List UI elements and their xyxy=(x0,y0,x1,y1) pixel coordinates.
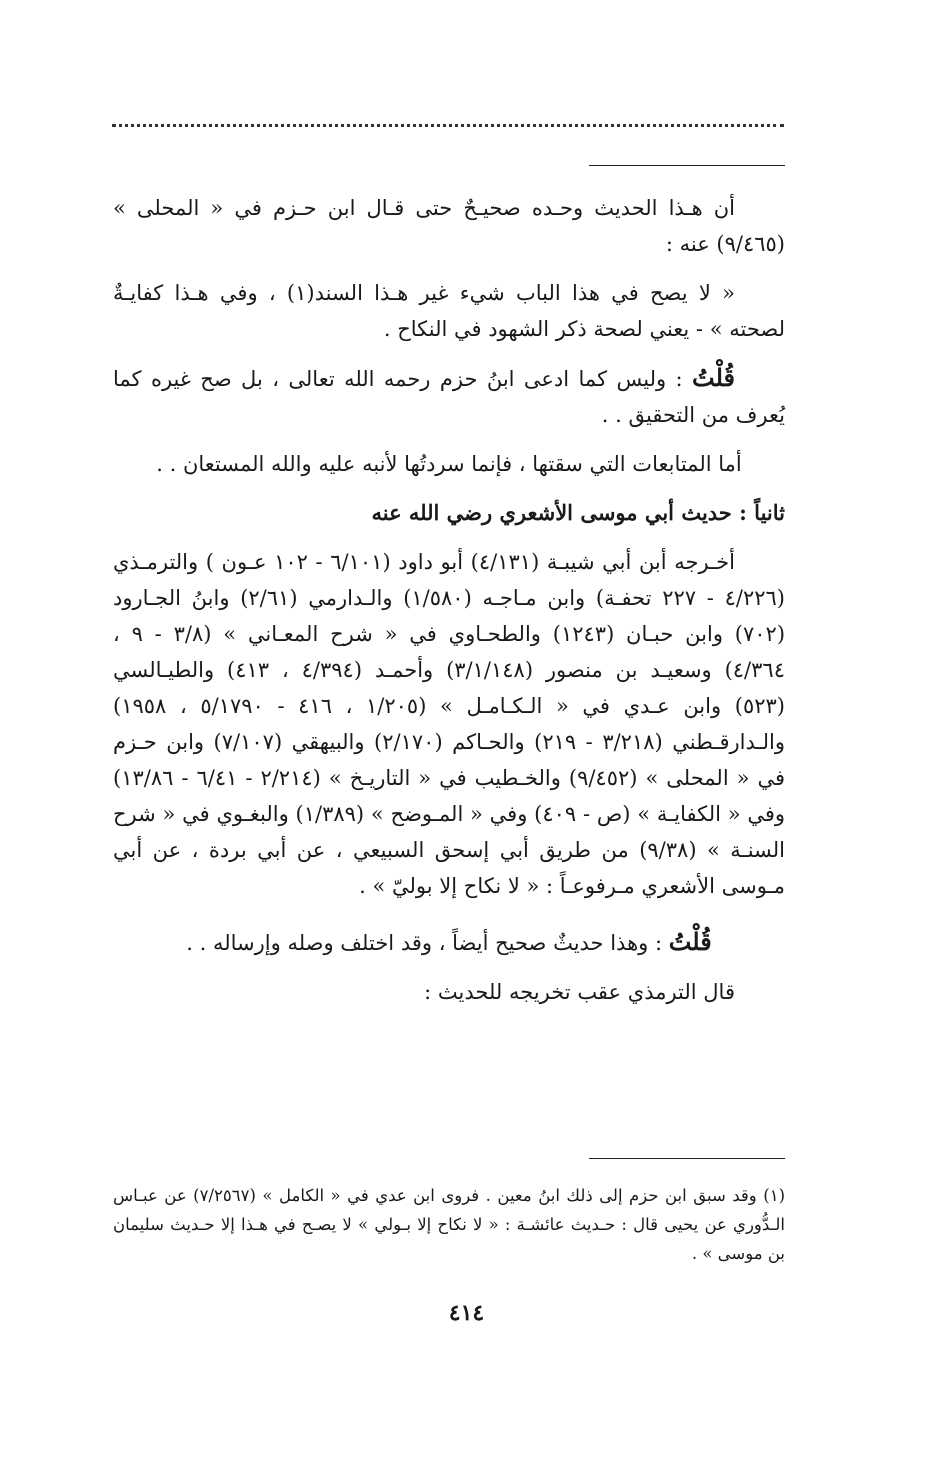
paragraph-6 xyxy=(113,924,785,961)
section-heading: ثانياً : حديث أبي موسى الأشعري رضي الله عنه xyxy=(371,500,785,525)
top-rule xyxy=(589,165,785,166)
continuation-dots xyxy=(112,124,784,137)
paragraph-3 xyxy=(113,360,785,433)
footnote: (١) وقد سبق ابن حزم إلى ذلك ابنُ معين . فروى ابن عدي في « الكامل » (٧/٢٥٦٧) عن عبـاس الـدُّوري عن يحيى قال : حـديث عائشـة : « لا نكاح إلا بـولي » لا يصـح في هـذا إلا حـديث سليمان بن موسى » . xyxy=(113,1186,785,1263)
page-number: ٤١٤ xyxy=(448,1300,485,1326)
qultu-label: قُلْتُ xyxy=(692,363,735,392)
paragraph-7: قال الترمذي عقب تخريجه للحديث : xyxy=(424,980,735,1004)
paragraph-4: أما المتابعات التي سقتها ، فإنما سردتُها لأنبه عليه والله المستعان . . xyxy=(156,452,742,476)
paragraph-2: « لا يصح في هذا الباب شيء غير هـذا السند(١) ، وفي هـذا كفايـةٌ لصحته » - يعني لصحة ذكر الشهود في النكاح . xyxy=(113,281,785,341)
paragraph-5: أخـرجه أبن أبي شيبـة (٤/١٣١) أبو داود (٦/١٠١ - ١٠٢ عـون ) والترمـذي (٤/٢٢٦ - ٢٢٧ تحفـة) وابن مـاجـه (١/٥٨٠) والـدارمي (٢/٦١) وابنُ الجـارود (٧٠٢) وابن حبـان (١٢٤٣) والطحـاوي في « شرح المعـاني » (٣/٨ - ٩ ، ٤/٣٦٤) وسعيـد بن منصور (٣/١/١٤٨) وأحمـد (٤/٣٩٤ ، ٤١٣) والطيـالسي (٥٢٣) وابن عـدي في « الـكـامـل » (١/٢٠٥ ، ٤١٦ - ٥/١٧٩٠ ، ١٩٥٨) والـدارقـطني (٣/٢١٨ - ٢١٩) والحـاكم (٢/١٧٠) والبيهقي (٧/١٠٧) وابن حـزم في « المحلى » (٩/٤٥٢) والخـطيب في « التاريـخ » (٢/٢١٤ - ٦/٤١ - ١٣/٨٦) وفي « الكفايـة » (ص - ٤٠٩) وفي « المـوضح » (١/٣٨٩) والبغـوي في « شرح السنـة » (٩/٣٨) من طريق أبي إسحق السبيعي ، عن أبي بردة ، عن أبي مـوسى الأشعري مـرفوعـاً : « لا نكاح إلا بوليّ » . xyxy=(113,550,786,898)
footnote-rule xyxy=(589,1158,785,1159)
main-text xyxy=(113,190,785,1023)
paragraph-1: أن هـذا الحديث وحـده صحيـحٌ حتى قـال ابن حـزم في « المحلى » (٩/٤٦٥) عنه : xyxy=(113,196,785,256)
paragraph-3-text: : وليس كما ادعى ابنُ حزم رحمه الله تعالى ، بل صح غيره كما يُعرف من التحقيق . . xyxy=(113,367,785,427)
qultu-label-2: قُلْتُ xyxy=(668,927,712,956)
paragraph-6-text: : وهذا حديثٌ صحيح أيضاً ، وقد اختلف وصله وإرساله . . xyxy=(186,931,669,955)
